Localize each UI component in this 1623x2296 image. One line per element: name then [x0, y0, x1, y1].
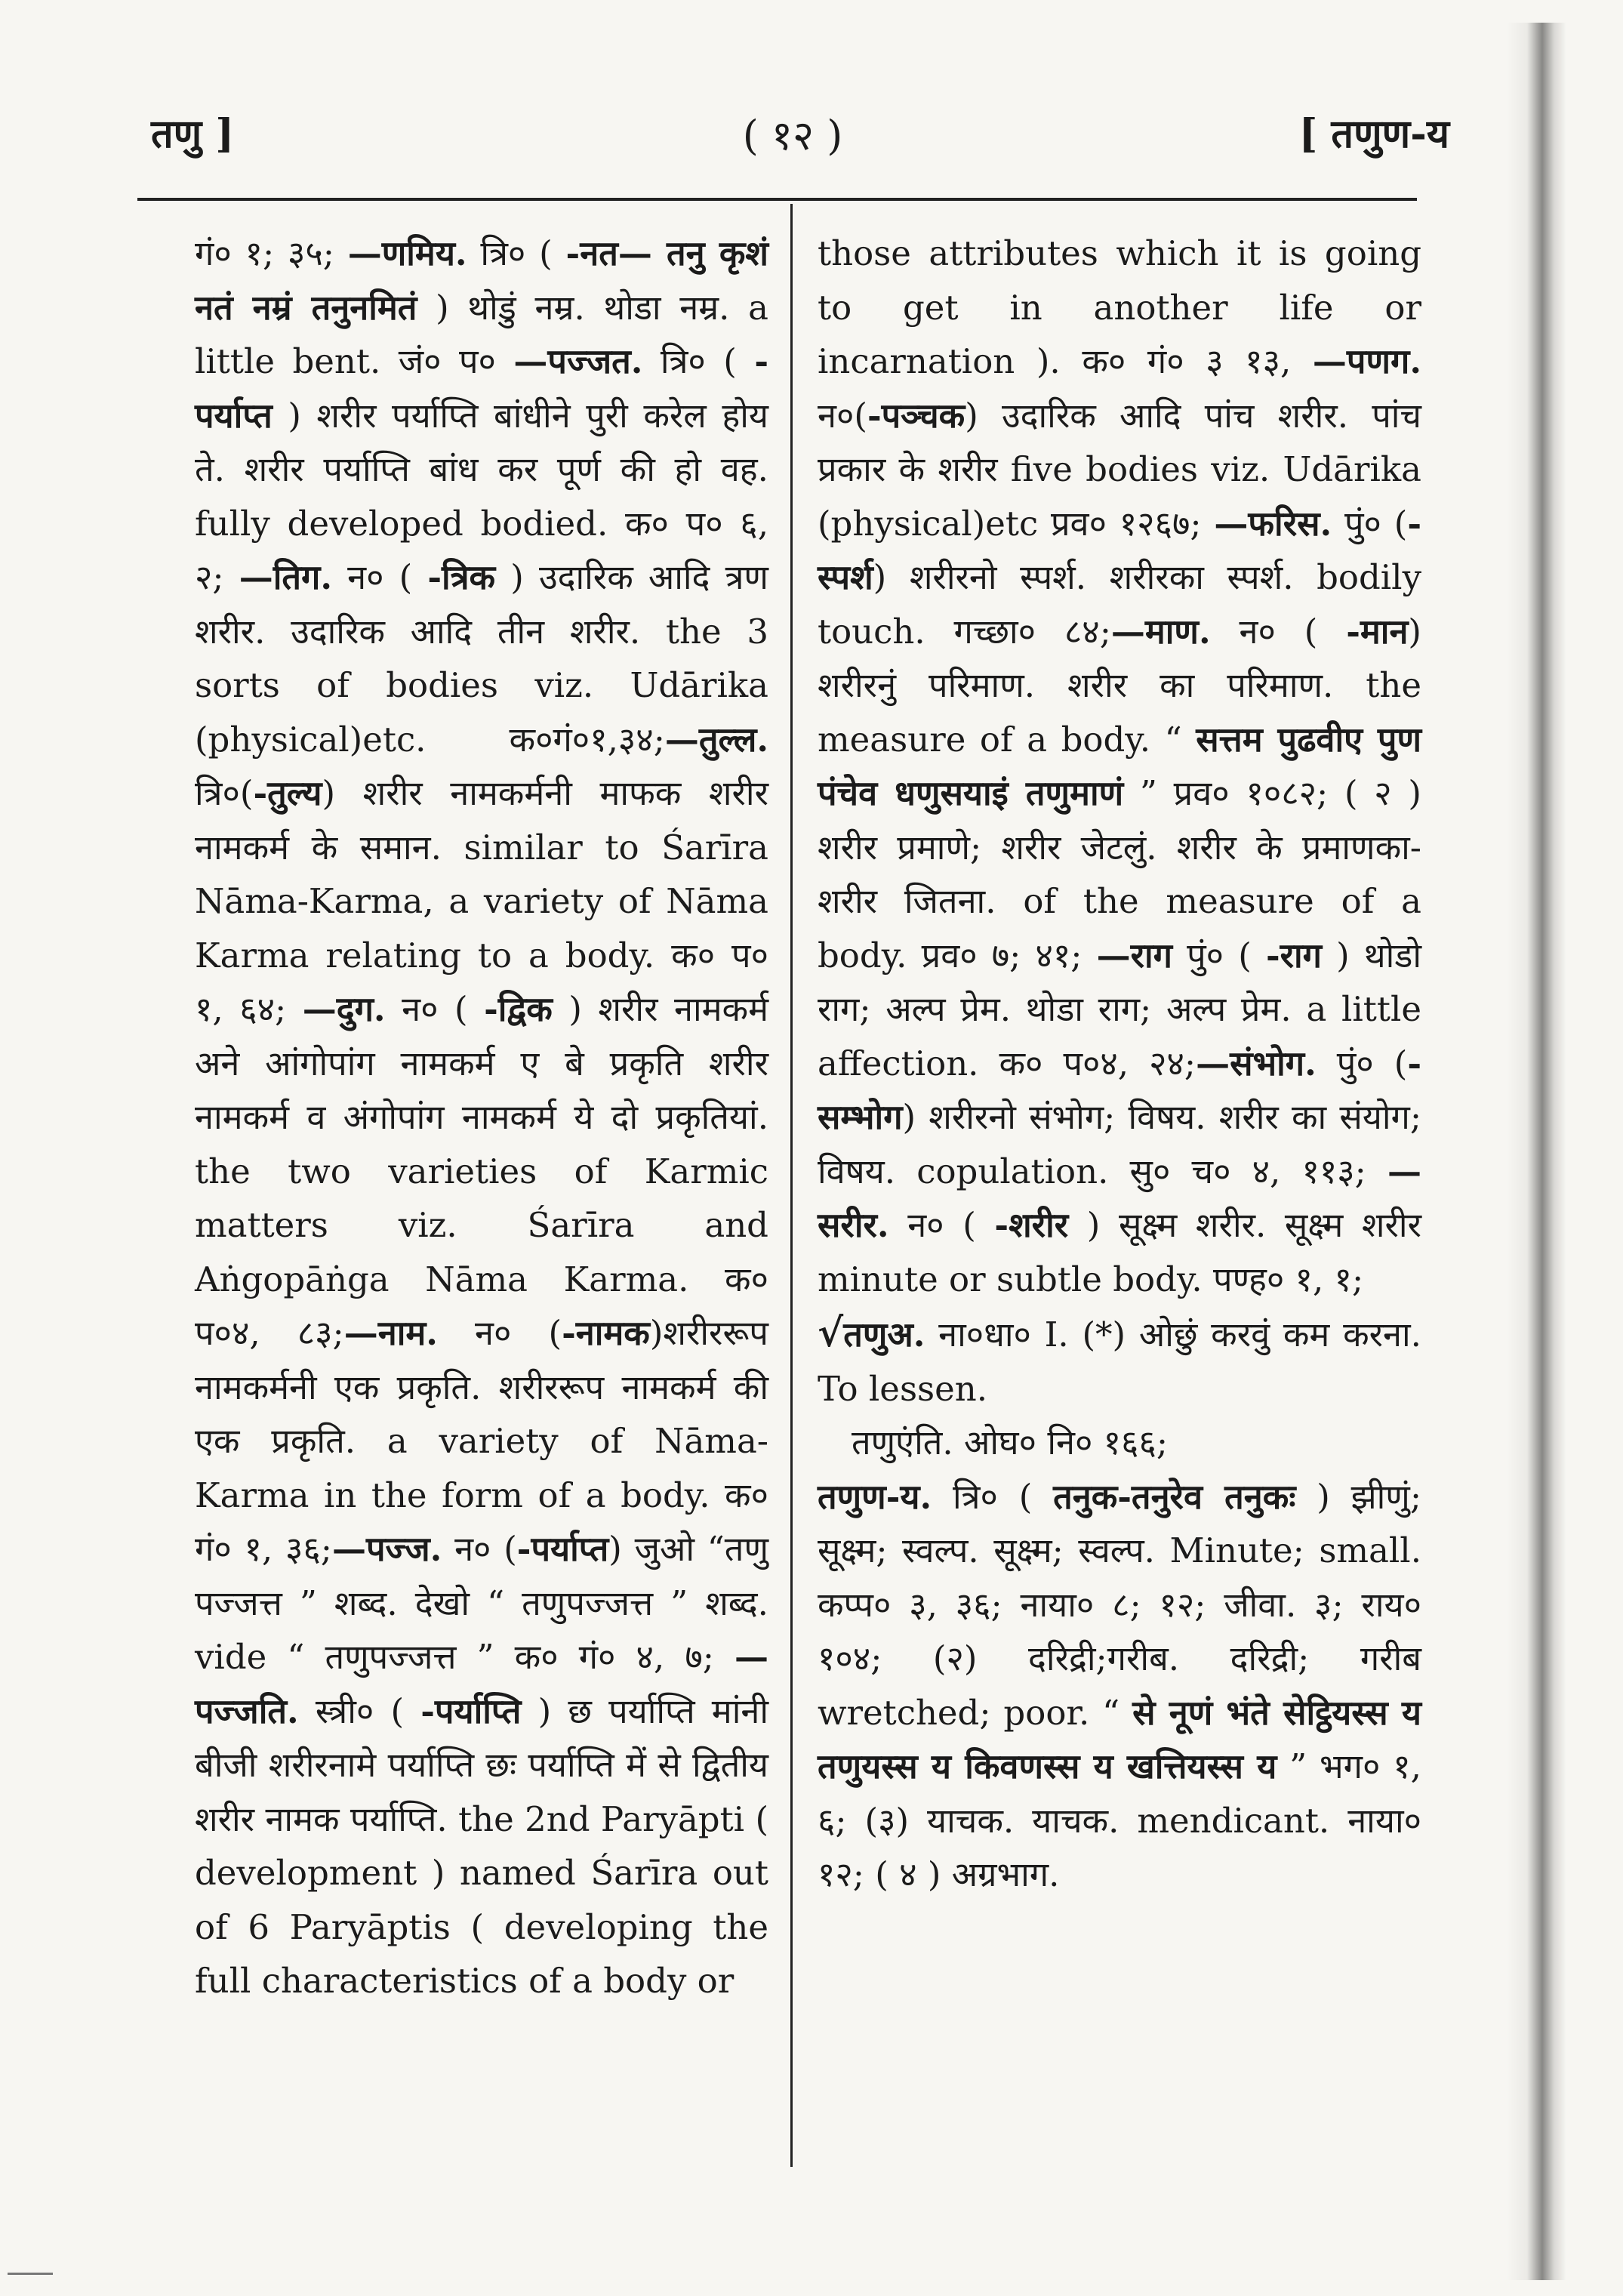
- entry-text: त्रि० (: [932, 1476, 1054, 1517]
- headword: —माण.: [1110, 611, 1211, 652]
- entry-text: त्रि० (: [467, 233, 566, 273]
- headword: -त्रिक: [427, 557, 496, 597]
- entry-text: पुं० (: [1172, 935, 1266, 975]
- headword: —फरिस.: [1214, 503, 1332, 544]
- entry-text: ) सूक्ष्म शरीर. सूक्ष्म शरीर minute or subtle body. पण्ह० १, १;: [818, 1205, 1421, 1299]
- entry-text: ) छ पर्याप्ति मांनी बीजी शरीरनामे पर्याप्ति छः पर्याप्ति में से द्वितीय शरीर नामक पर्याप्ति. the 2nd Paryāpti ( development ) named Śarīra out of 6 Paryāptis ( developing the full characteristics of a body or: [195, 1690, 768, 2001]
- left-column-text: [195, 227, 768, 2008]
- headword: —तिग.: [239, 557, 333, 597]
- entry-text: ) थोडो राग; अल्प प्रेम. थोडा राग; अल्प प्रेम. a little affection. क० प०४, २४;: [818, 935, 1421, 1083]
- headword: -पर्याप्ति: [420, 1690, 522, 1731]
- headword: -द्विक: [484, 989, 553, 1029]
- headword: —पज्ज.: [331, 1529, 442, 1569]
- headword: -तुल्य: [253, 773, 322, 813]
- headword: -राग: [1265, 935, 1323, 975]
- headword: -शरीर: [994, 1205, 1069, 1245]
- headword: —दुग.: [302, 989, 386, 1029]
- entry-text: ना०धा० I. (*) ओछुं करवुं कम करना. To lessen.: [818, 1314, 1421, 1409]
- headword: -पर्याप्त: [195, 341, 768, 436]
- entry-text: न० (: [332, 557, 428, 597]
- headword: तणुअ.: [843, 1314, 925, 1354]
- entry-text: न० (: [437, 1313, 562, 1353]
- entry-text: ) शरीरनो संभोग; विषय. शरीर का संयोग; विषय. copulation. सु० च० ४, ११३;: [818, 1097, 1421, 1191]
- entry-text: ) जुओ “तणु पज्जत्त ” शब्द. देखो “ तणुपज्जत्त ” शब्द. vide “ तणुपज्जत्त ” क० गं० ४, ७;: [195, 1529, 768, 1677]
- headword: -पञ्चक: [867, 395, 965, 436]
- headword: —पज्जति.: [195, 1637, 768, 1731]
- entry-text: ) शरीर पर्याप्ति बांधीने पुरी करेल होय ते. शरीर पर्याप्ति बांध कर पूर्ण की हो वह. fully developed bodied. क० प० ६, २;: [195, 395, 768, 597]
- entry-text: पुं० (: [1332, 503, 1408, 544]
- headword: सत्तम पुढवीए पुण पंचेव धणुसयाइं तणुमाणं: [818, 719, 1422, 813]
- entry-text: ” भग० १, ६; (३) याचक. याचक. mendicant. नाया० १२; ( ४ ) अग्रभाग.: [818, 1746, 1421, 1894]
- entry-text: न० (: [442, 1529, 517, 1569]
- entry-text: ) उदारिक आदि पांच शरीर. पांच प्रकार के शरीर five bodies viz. Udārika (physical)etc प्रव० १२६७;: [818, 395, 1421, 544]
- entry-text: ) शरीर नामकर्म अने आंगोपांग नामकर्म ए बे प्रकृति शरीर नामकर्म व अंगोपांग नामकर्म ये दो प्रकृतियां. the two varieties of Karmic matters viz. Śarīra and Aṅgopāṅga Nāma Karma. क० प०४, ८३;: [195, 989, 768, 1353]
- column-divider: [790, 204, 793, 2167]
- entry-text: त्रि० (: [642, 341, 755, 381]
- headword: -नामक: [562, 1313, 650, 1353]
- entry-text: ) उदारिक आदि त्रण शरीर. उदारिक आदि तीन शरीर. the 3 sorts of bodies viz. Udārika (physical)etc. क०गं०१,३४;: [195, 557, 768, 760]
- headword: —राग: [1096, 935, 1172, 975]
- entry-tanua-subform: तणुएंति. ओघ० नि० १६६;: [852, 1422, 1169, 1462]
- headword: -पर्याप्त: [516, 1529, 609, 1569]
- entry-text: न०(: [818, 395, 867, 436]
- headword: —नाम.: [343, 1313, 438, 1353]
- entry-text: )शरीररूप नामकर्मनी एक प्रकृति. शरीररूप नामकर्म की एक प्रकृति. a variety of Nāma-Karma in the form of a body. क० गं० १, ३६;: [195, 1313, 768, 1569]
- headword: से नूणं भंते सेट्ठियस्स य तणुयस्स य किवणस्स य खत्तियस्स य: [818, 1692, 1421, 1786]
- entry-text: न० (: [888, 1205, 995, 1245]
- headword: तनुक-तनुरेव तनुकः: [1053, 1476, 1296, 1517]
- entry-text: ) शरीरनो स्पर्श. शरीरका स्पर्श. bodily touch. गच्छा० ८४;: [818, 557, 1421, 652]
- headword: -सम्भोग: [818, 1043, 1421, 1137]
- page-binding-edge: [1506, 23, 1566, 2280]
- headword: -स्पर्श: [818, 503, 1421, 597]
- left-column: [195, 227, 768, 2008]
- entry-text: न० (: [385, 989, 485, 1029]
- entry-text: स्त्री० (: [298, 1690, 421, 1731]
- headword: —सरीर.: [818, 1151, 1421, 1245]
- page-number: ( १२ ): [742, 112, 843, 159]
- headword: —पणग.: [1312, 341, 1421, 381]
- entry-text: ) शरीरनुं परिमाण. शरीर का परिमाण. the measure of a body. “: [818, 611, 1421, 760]
- headword: -मान: [1346, 611, 1409, 652]
- entry-text: ) झीणुं; सूक्ष्म; स्वल्प. सूक्ष्म; स्वल्प. Minute; small. कप्प० ३, ३६; नाया० ८; १२; जीवा. ३; राय० १०४; (२) दरिद्री;गरीब. दरिद्री; गरीब wretched; poor. “: [818, 1476, 1421, 1733]
- entry-tanuna: [818, 1470, 1421, 1902]
- headword: -नत— तनु कृशं नतं नम्रं तनुनमितं: [195, 233, 769, 328]
- right-column: [818, 227, 1421, 1902]
- headword: तणुण-य.: [818, 1476, 932, 1517]
- root-verb-mark: √: [818, 1310, 844, 1356]
- headword: —णमिय.: [347, 233, 467, 273]
- scan-edge-mark: [8, 2273, 53, 2275]
- entry-tanua: [818, 1306, 1421, 1416]
- headword: —तुल्ल.: [664, 719, 768, 760]
- right-column-text: [818, 227, 1421, 1306]
- entry-text: ) थोडुं नम्र. थोडा नम्र. a little bent. जं० प०: [195, 287, 768, 381]
- header-right-guideword: [ तणुण-य: [1298, 111, 1449, 157]
- entry-text: ” प्रव० १०८२; ( २ ) शरीर प्रमाणे; शरीर जेटलुं. शरीर के प्रमाणका-शरीर जितना. of the measure of a body. प्रव० ७; ४१;: [818, 773, 1421, 975]
- entry-text: those attributes which it is going to get in another life or incarnation ). क० गं० ३ १३,: [818, 233, 1421, 381]
- entry-text: त्रि०(: [195, 773, 254, 813]
- headword: —संभोग.: [1196, 1043, 1317, 1083]
- entry-tanua-text: [818, 1314, 1421, 1409]
- header-left-guideword: तणु ]: [151, 111, 234, 157]
- entry-text: ) शरीर नामकर्मनी माफक शरीर नामकर्म के समान. similar to Śarīra Nāma-Karma, a variety of Nāma Karma relating to a body. क० प० १, ६४;: [195, 773, 768, 1029]
- headword: —पज्जत.: [513, 341, 643, 381]
- header-rule: [137, 198, 1417, 201]
- entry-text: गं० १; ३५;: [195, 233, 348, 273]
- entry-text: न० (: [1210, 611, 1347, 652]
- entry-text: पुं० (: [1316, 1043, 1408, 1083]
